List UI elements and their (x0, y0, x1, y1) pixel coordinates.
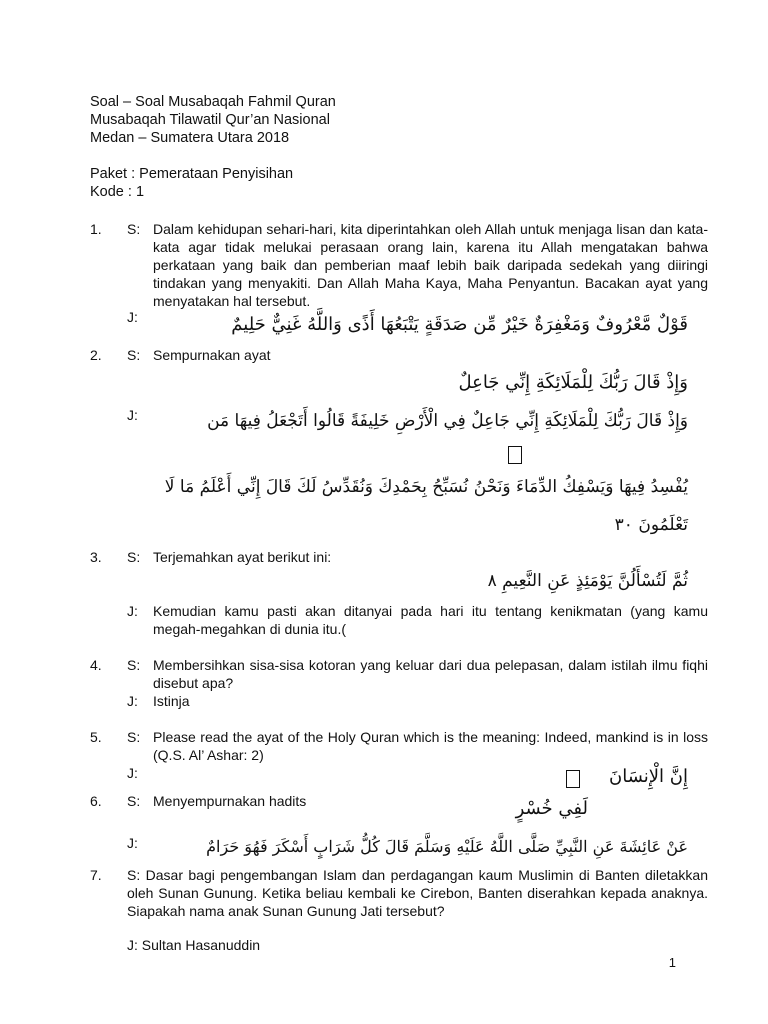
answer-text: Istinja (153, 693, 190, 709)
question-text: Menyempurnakan hadits (153, 793, 307, 809)
question-number: 1. (90, 221, 102, 237)
j-label: J: (127, 835, 138, 851)
answer-arabic-line-1: إِنَّ الْإِنسَانَ (609, 766, 688, 787)
answer-arabic-line-1: وَإِذْ قَالَ رَبُّكَ لِلْمَلَائِكَةِ إِنِّي جَاعِلٌ فِي الْأَرْضِ خَلِيفَةً قَالُوا أَتَجْعَلُ فِيهَا مَن (207, 411, 688, 431)
question-text: Membersihkan sisa-sisa kotoran yang keluar dari dua pelepasan, dalam istilah ilmu fiqhi disebut apa? (153, 657, 708, 691)
s-label: S: (127, 221, 141, 237)
answer-text: Kemudian kamu pasti akan ditanyai pada hari itu tentang kenikmatan (yang kamu megah-megahkan di dunia itu.( (153, 603, 708, 637)
answer-text: J: Sultan Hasanuddin (127, 937, 261, 953)
answer-7 (90, 936, 708, 956)
page-number: 1 (668, 955, 676, 970)
question-6 (90, 792, 708, 812)
answer-arabic: عَنْ عَائِشَةَ عَنِ النَّبِيِّ صَلَّى اللَّهُ عَلَيْهِ وَسَلَّمَ قَالَ كُلُّ شَرَابٍ أَسْكَرَ فَهُوَ حَرَامٌ (206, 837, 688, 856)
paket-label: Paket : Pemerataan Penyisihan (90, 166, 294, 182)
question-number: 5. (90, 729, 102, 745)
answer-arabic: قَوْلٌ مَّعْرُوفٌ وَمَغْفِرَةٌ خَيْرٌ مِّن صَدَقَةٍ يَتْبَعُهَا أَذًى وَاللَّهُ غَنِيٌّ حَلِيمٌ (231, 314, 688, 335)
s-label: S: (127, 347, 141, 363)
answer-arabic-line-2: يُفْسِدُ فِيهَا وَيَسْفِكُ الدِّمَاءَ وَنَحْنُ نُسَبِّحُ بِحَمْدِكَ وَنُقَدِّسُ لَكَ قَالَ إِنِّي أَعْلَمُ مَا لَا (164, 477, 688, 497)
question-2 (90, 346, 708, 366)
question-number: 2. (90, 347, 102, 363)
question-text: Dalam kehidupan sehari-hari, kita diperintahkan oleh Allah untuk menjaga lisan dan kata-kata agar tidak melukai perasaan orang lain, karena itu Allah mengatakan bahwa perkataan yang baik dan pemberian maaf lebih baik daripada sedekah yang diiringi tindakan yang menyakiti. Dan Allah Maha Kaya, Maha Penyantun. Bacakan ayat yang menyatakan hal tersebut. (153, 221, 708, 309)
s-label: S: (127, 549, 141, 565)
question-4 (90, 656, 708, 696)
question-3 (90, 548, 708, 568)
j-label: J: (127, 603, 138, 619)
question-number: 7. (90, 867, 102, 883)
answer-3 (90, 602, 708, 642)
j-label: J: (127, 407, 138, 423)
doc-location: Medan – Sumatera Utara 2018 (90, 130, 290, 146)
question-5 (90, 728, 708, 768)
question-arabic: وَإِذْ قَالَ رَبُّكَ لِلْمَلَائِكَةِ إِنِّي جَاعِلٌ (458, 372, 688, 393)
kode-label: Kode : 1 (90, 184, 145, 200)
j-label: J: (127, 765, 138, 781)
s-label: S: (127, 793, 141, 809)
missing-glyph-icon (566, 770, 580, 788)
question-arabic: ثُمَّ لَتُسْأَلُنَّ يَوْمَئِذٍ عَنِ النَّعِيمِ ٨ (487, 571, 688, 591)
question-text: Please read the ayat of the Holy Quran which is the meaning: Indeed, mankind is in loss (Q.S. Al’ Ashar: 2) (153, 729, 708, 763)
question-number: 4. (90, 657, 102, 673)
question-text: Terjemahkan ayat berikut ini: (153, 549, 332, 565)
doc-subtitle: Musabaqah Tilawatil Qur’an Nasional (90, 112, 330, 128)
s-label: S: (127, 729, 141, 745)
j-label: J: (127, 309, 138, 325)
question-number: 6. (90, 793, 102, 809)
question-number: 3. (90, 549, 102, 565)
question-text: Sempurnakan ayat (153, 347, 271, 363)
answer-arabic-line-2: لَفِي خُسْرٍ (515, 798, 588, 819)
question-text: S: Dasar bagi pengembangan Islam dan perdagangan kaum Muslimin di Banten diletakkan oleh Sunan Gunung. Ketika beliau kembali ke Cirebon, Banten diserahkan kepada anaknya. Siapakah nama anak Sunan Gunung Jati tersebut? (127, 867, 708, 919)
s-label: S: (127, 657, 141, 673)
question-7 (90, 866, 708, 940)
answer-arabic-line-3: تَعْلَمُونَ ٣٠ (614, 515, 688, 535)
j-label: J: (127, 693, 138, 709)
missing-glyph-icon (508, 446, 522, 464)
answer-4 (90, 692, 708, 712)
doc-title: Soal – Soal Musabaqah Fahmil Quran (90, 94, 336, 110)
